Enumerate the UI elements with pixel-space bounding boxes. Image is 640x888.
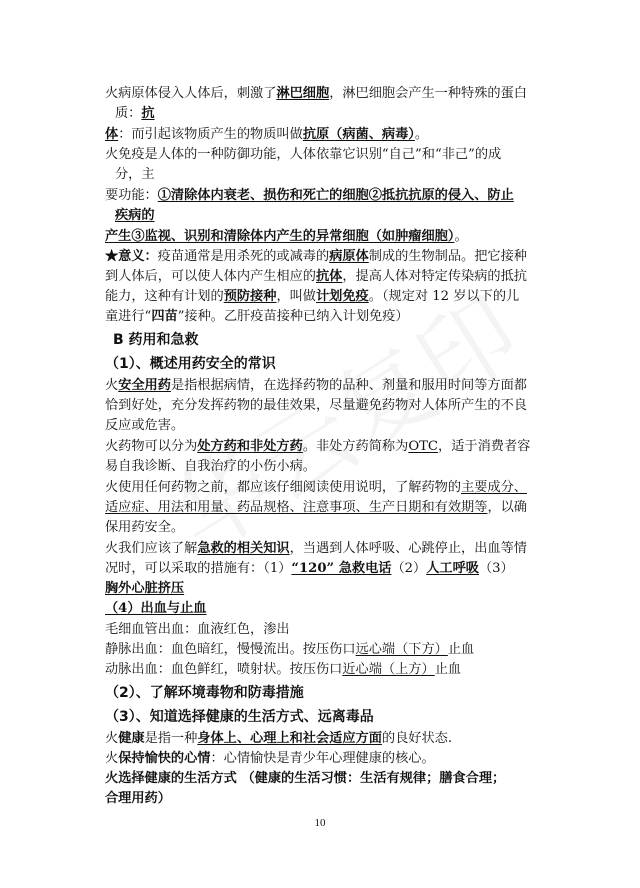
section-heading: （1）、概述用药安全的常识 bbox=[105, 356, 276, 372]
text-line: 动脉出血：血色鲜红，喷射状。按压伤口近心端（上方）止血 bbox=[105, 662, 462, 677]
text-line: 火药物可以分为处方药和非处方药。非处方药简称为OTC，适于消费者容 bbox=[105, 439, 531, 454]
text-line: 到人体后，可以使人体内产生相应的抗体，提高人体对特定传染病的抵抗 bbox=[105, 269, 527, 284]
text-line: 毛细血管出血：血液红色，渗出 bbox=[105, 622, 290, 637]
section-heading: （2）、了解环境毒物和防毒措施 bbox=[105, 685, 304, 701]
text-line: 体：而引起该物质产生的物质叫做抗原（病菌、病毒）。 bbox=[105, 127, 429, 142]
text-line: 童进行“四苗”接种。乙肝疫苗接种已纳入计划免疫） bbox=[105, 309, 409, 324]
text-line: 易自我诊断、自我治疗的小伤小病。 bbox=[105, 459, 316, 474]
text-line: 胸外心脏挤压 bbox=[105, 581, 185, 596]
text-line: 火我们应该了解急救的相关知识，当遇到人体呼吸、心跳停止，出血等情 bbox=[105, 541, 527, 556]
text-line: 火选择健康的生活方式 （健康的生活习惯：生活有规律；膳食合理； bbox=[105, 771, 506, 786]
text-line: 静脉出血：血色暗红，慢慢流出。按压伤口远心端（下方）止血 bbox=[105, 642, 475, 657]
text-line: 火健康是指一种身体上、心理上和社会适应方面的良好状态. bbox=[105, 731, 453, 746]
text-line: 产生③监视、识别和清除体内产生的异常细胞（如肿瘤细胞）。 bbox=[105, 229, 468, 244]
text-line: 质：抗 bbox=[115, 106, 155, 121]
section-heading: （3）、知道选择健康的生活方式、远离毒品 bbox=[105, 709, 374, 725]
text-line: 况时，可以采取的措施有：（1）“120” 急救电话（2）人工呼吸（3） bbox=[105, 561, 514, 576]
text-line: 火保持愉快的心情：心情愉快是青少年心理健康的核心。 bbox=[105, 751, 435, 766]
text-line: 合理用药） bbox=[105, 791, 171, 806]
text-line: 火安全用药是指根据病情，在选择药物的品种、剂量和服用时间等方面都 bbox=[105, 378, 527, 393]
text-line: 适应症、用法和用量、药品规格、注意事项、生产日期和有效期等，以确 bbox=[105, 500, 527, 515]
text-line: 要功能：①清除体内衰老、损伤和死亡的细胞②抵抗抗原的侵入、防止 bbox=[105, 188, 514, 203]
text-line: 恰到好处，充分发挥药物的最佳效果，尽量避免药物对人体所产生的不良 bbox=[105, 398, 527, 413]
text-line: 保用药安全。 bbox=[105, 520, 185, 535]
document-body bbox=[105, 84, 543, 809]
text-line: （4）出血与止血 bbox=[105, 601, 207, 616]
section-heading: B 药用和急救 bbox=[113, 332, 199, 348]
text-line: 反应或危害。 bbox=[105, 418, 185, 433]
text-line: 火免疫是人体的一种防御功能，人体依靠它识别“自己”和“非己”的成 bbox=[105, 147, 502, 162]
text-line: 火病原体侵入人体后，刺激了淋巴细胞，淋巴细胞会产生一种特殊的蛋白 bbox=[105, 86, 527, 101]
text-line: ★意义：疫苗通常是用杀死的或减毒的病原体制成的生物制品。把它接种 bbox=[105, 249, 527, 264]
page-number: 10 bbox=[314, 817, 326, 829]
text-line: 火使用任何药物之前，都应该仔细阅读使用说明，了解药物的主要成分、 bbox=[105, 480, 527, 495]
text-line: 疾病的 bbox=[115, 208, 155, 223]
text-line: 能力，这种有计划的预防接种，叫做计划免疫。（规定对 12 岁以下的儿 bbox=[105, 289, 520, 304]
text-line: 分，主 bbox=[115, 167, 155, 182]
